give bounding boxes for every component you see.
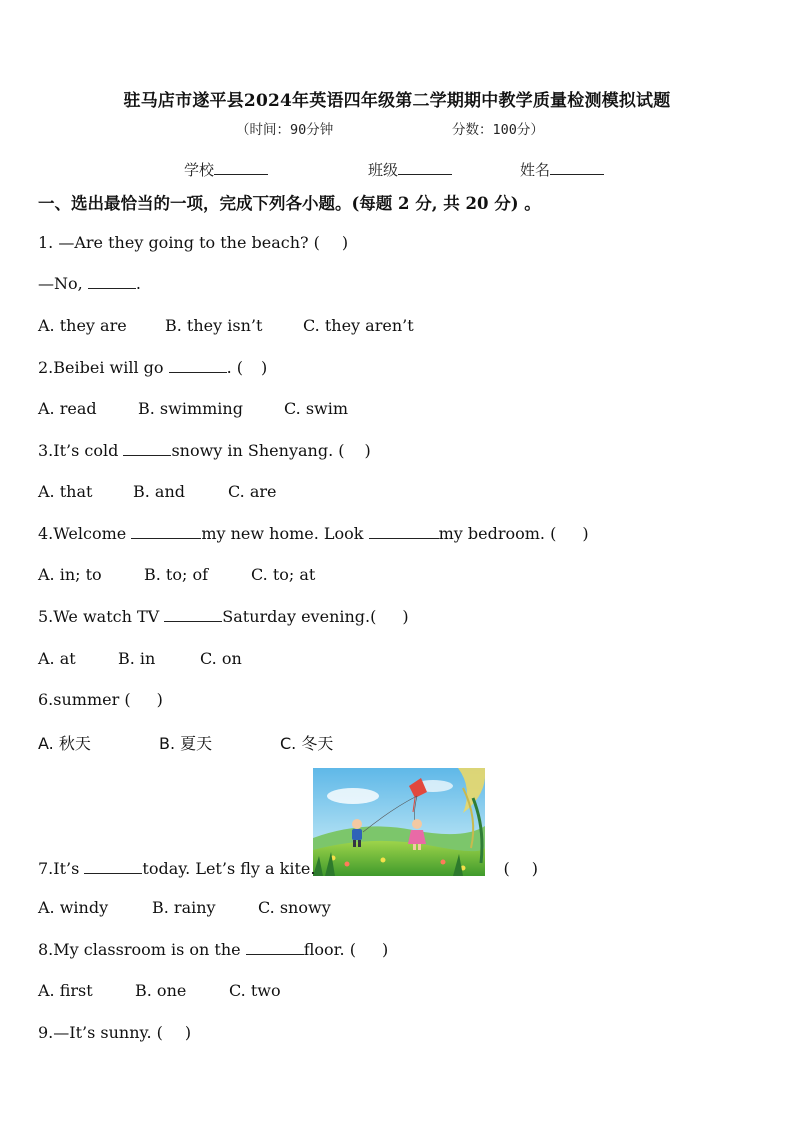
answer-paren: ) bbox=[381, 940, 389, 959]
option-c: C. swim bbox=[284, 399, 349, 418]
question-text: 8.My classroom is on the bbox=[38, 940, 246, 959]
option-a: A. that bbox=[38, 482, 93, 501]
question-text: 6.summer ( bbox=[38, 690, 131, 709]
question-4 bbox=[38, 524, 589, 543]
option-b: B. 夏天 bbox=[159, 734, 213, 753]
class-blank bbox=[398, 159, 452, 175]
exam-title: 驻马店市遂平县2024年英语四年级第二学期期中教学质量检测模拟试题 bbox=[123, 91, 671, 111]
answer-blank bbox=[169, 358, 227, 373]
option-b: B. in bbox=[118, 649, 156, 668]
name-blank bbox=[550, 159, 604, 175]
question-4-options bbox=[38, 565, 315, 584]
question-text: . bbox=[135, 274, 141, 293]
question-text: 4.Welcome bbox=[38, 524, 132, 543]
question-text: snowy in Shenyang. ( bbox=[171, 441, 345, 460]
option-c: C. they aren’t bbox=[303, 316, 414, 335]
name-field bbox=[520, 159, 604, 180]
school-field bbox=[184, 159, 268, 180]
option-a: A. windy bbox=[38, 898, 109, 917]
question-text: my bedroom. ( bbox=[438, 524, 557, 543]
option-c: C. are bbox=[228, 482, 277, 501]
question-text: 7.It’s bbox=[38, 859, 85, 878]
exam-time: （时间：90分钟 bbox=[236, 122, 334, 138]
question-text: 3.It’s cold bbox=[38, 441, 124, 460]
class-label: 班级 bbox=[368, 161, 399, 179]
answer-paren: ) bbox=[582, 524, 589, 543]
answer-paren: ( bbox=[503, 859, 510, 878]
option-c: C. two bbox=[229, 981, 281, 1000]
question-text: Saturday evening.( bbox=[222, 607, 377, 626]
answer-blank bbox=[164, 607, 222, 622]
question-6-options bbox=[38, 731, 333, 754]
question-text: today. Let’s fly a kite. bbox=[142, 859, 316, 878]
question-7 bbox=[38, 859, 538, 878]
option-c: C. to; at bbox=[251, 565, 316, 584]
question-text: —No, bbox=[38, 274, 88, 293]
question-2-options bbox=[38, 399, 348, 418]
question-1 bbox=[38, 233, 348, 252]
option-c: C. snowy bbox=[258, 898, 331, 917]
option-b: B. they isn’t bbox=[165, 316, 263, 335]
answer-blank bbox=[84, 859, 142, 874]
question-text: 5.We watch TV bbox=[38, 607, 165, 626]
option-a: A. first bbox=[38, 981, 93, 1000]
exam-score: 分数：100分） bbox=[452, 122, 544, 138]
answer-paren: ) bbox=[364, 441, 371, 460]
question-5 bbox=[38, 607, 409, 626]
question-7-options bbox=[38, 898, 331, 917]
question-1-options bbox=[38, 316, 414, 335]
question-9 bbox=[38, 1023, 191, 1042]
answer-blank bbox=[246, 940, 304, 955]
question-text: . ( bbox=[226, 358, 244, 377]
section-heading: 一、选出最恰当的一项，完成下列各小题。(每题 2 分, 共 20 分) 。 bbox=[38, 194, 541, 213]
answer-blank bbox=[131, 524, 201, 539]
answer-paren: ) bbox=[341, 233, 349, 252]
option-b: B. and bbox=[133, 482, 186, 501]
answer-paren: ) bbox=[402, 607, 409, 626]
answer-paren: ) bbox=[261, 358, 268, 377]
option-a: A. in; to bbox=[38, 565, 102, 584]
question-text: floor. ( bbox=[303, 940, 356, 959]
answer-paren: ) bbox=[184, 1023, 192, 1042]
question-6 bbox=[38, 690, 163, 709]
option-b: B. swimming bbox=[138, 399, 243, 418]
question-3-options bbox=[38, 482, 277, 501]
option-a: A. they are bbox=[38, 316, 127, 335]
class-field bbox=[368, 159, 452, 180]
answer-blank bbox=[88, 274, 136, 289]
question-3 bbox=[38, 441, 371, 460]
option-b: B. one bbox=[135, 981, 187, 1000]
question-5-options bbox=[38, 649, 242, 668]
question-text: 2.Beibei will go bbox=[38, 358, 169, 377]
answer-paren: ) bbox=[156, 690, 163, 709]
answer-blank bbox=[123, 441, 171, 456]
answer-blank bbox=[369, 524, 439, 539]
question-8-options bbox=[38, 981, 281, 1000]
option-c: C. 冬天 bbox=[280, 734, 334, 753]
question-2 bbox=[38, 358, 267, 377]
question-8 bbox=[38, 940, 388, 959]
option-a: A. 秋天 bbox=[38, 734, 91, 753]
question-text: 1. —Are they going to the beach? ( bbox=[38, 233, 320, 252]
option-b: B. to; of bbox=[144, 565, 209, 584]
option-c: C. on bbox=[200, 649, 242, 668]
option-a: A. at bbox=[38, 649, 76, 668]
answer-paren: ) bbox=[531, 859, 538, 878]
option-a: A. read bbox=[38, 399, 97, 418]
question-text: my new home. Look bbox=[201, 524, 369, 543]
question-1-response bbox=[38, 274, 141, 293]
school-label: 学校 bbox=[184, 161, 215, 179]
question-text: 9.—It’s sunny. ( bbox=[38, 1023, 163, 1042]
option-b: B. rainy bbox=[152, 898, 216, 917]
school-blank bbox=[214, 159, 268, 175]
name-label: 姓名 bbox=[520, 161, 551, 179]
